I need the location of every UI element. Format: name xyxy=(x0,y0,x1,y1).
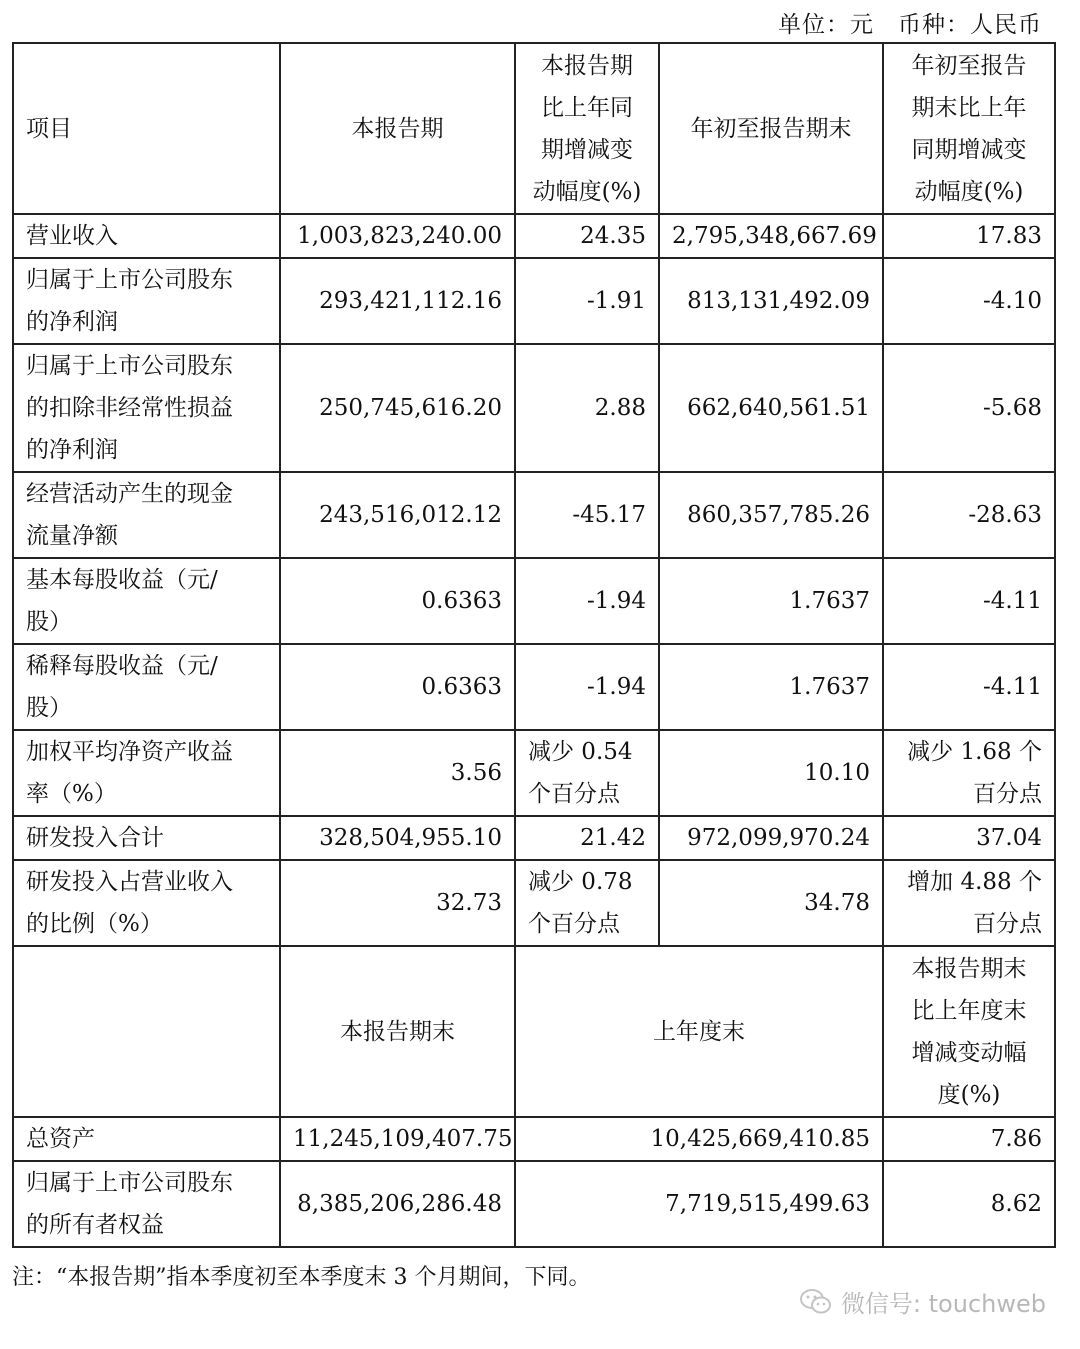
row-prior-year-end: 7,719,515,499.63 xyxy=(515,1161,883,1247)
table-row xyxy=(13,644,1055,730)
balance-header-row xyxy=(13,946,1055,1117)
row-change: 减少 0.78 个百分点 xyxy=(515,860,659,946)
row-label: 研发投入合计 xyxy=(13,816,280,860)
table-row xyxy=(13,730,1055,816)
row-label: 归属于上市公司股东 的净利润 xyxy=(13,258,280,344)
row-ytd-change: 17.83 xyxy=(883,214,1055,258)
row-ytd-change: 37.04 xyxy=(883,816,1055,860)
row-ytd-change: -4.11 xyxy=(883,558,1055,644)
header-prior-year-end: 上年度末 xyxy=(515,946,883,1117)
row-label: 研发投入占营业收入 的比例（%） xyxy=(13,860,280,946)
table-row xyxy=(13,558,1055,644)
table-row xyxy=(13,214,1055,258)
row-current: 243,516,012.12 xyxy=(280,472,515,558)
header-item: 项目 xyxy=(13,43,280,214)
row-current: 293,421,112.16 xyxy=(280,258,515,344)
row-current: 3.56 xyxy=(280,730,515,816)
balance-header-item xyxy=(13,946,280,1117)
header-period-end: 本报告期末 xyxy=(280,946,515,1117)
row-label: 经营活动产生的现金 流量净额 xyxy=(13,472,280,558)
row-ytd-change: 增加 4.88 个 百分点 xyxy=(883,860,1055,946)
header-balance-change: 本报告期末 比上年度末 增减变动幅 度(%) xyxy=(883,946,1055,1117)
row-current: 1,003,823,240.00 xyxy=(280,214,515,258)
row-ytd: 34.78 xyxy=(659,860,883,946)
row-ytd: 813,131,492.09 xyxy=(659,258,883,344)
header-current-period: 本报告期 xyxy=(280,43,515,214)
row-change: 21.42 xyxy=(515,816,659,860)
row-current: 0.6363 xyxy=(280,644,515,730)
row-change: 24.35 xyxy=(515,214,659,258)
row-change: -1.91 xyxy=(515,258,659,344)
row-current: 32.73 xyxy=(280,860,515,946)
table-header-row xyxy=(13,43,1055,214)
table-row xyxy=(13,258,1055,344)
row-change: -1.94 xyxy=(515,558,659,644)
row-balance-change: 7.86 xyxy=(883,1117,1055,1161)
row-ytd: 1.7637 xyxy=(659,558,883,644)
table-row xyxy=(13,860,1055,946)
row-ytd-change: -28.63 xyxy=(883,472,1055,558)
watermark xyxy=(799,1284,1046,1319)
unit-label: 单位：元 币种：人民币 xyxy=(778,12,1042,38)
header-ytd-change: 年初至报告 期末比上年 同期增减变 动幅度(%) xyxy=(883,43,1055,214)
row-ytd: 10.10 xyxy=(659,730,883,816)
row-current: 250,745,616.20 xyxy=(280,344,515,472)
row-ytd: 972,099,970.24 xyxy=(659,816,883,860)
row-ytd: 860,357,785.26 xyxy=(659,472,883,558)
row-balance-change: 8.62 xyxy=(883,1161,1055,1247)
footnote: 注：“本报告期”指本季度初至本季度末 3 个月期间，下同。 xyxy=(12,1265,591,1290)
header-ytd: 年初至报告期末 xyxy=(659,43,883,214)
row-ytd: 1.7637 xyxy=(659,644,883,730)
row-period-end: 11,245,109,407.75 xyxy=(280,1117,515,1161)
row-change: -1.94 xyxy=(515,644,659,730)
row-ytd: 2,795,348,667.69 xyxy=(659,214,883,258)
row-period-end: 8,385,206,286.48 xyxy=(280,1161,515,1247)
row-label: 归属于上市公司股东 的扣除非经常性损益 的净利润 xyxy=(13,344,280,472)
row-label: 基本每股收益（元/ 股） xyxy=(13,558,280,644)
row-ytd-change: -4.11 xyxy=(883,644,1055,730)
row-change: -45.17 xyxy=(515,472,659,558)
row-prior-year-end: 10,425,669,410.85 xyxy=(515,1117,883,1161)
table-row xyxy=(13,1161,1055,1247)
table-row xyxy=(13,472,1055,558)
watermark-text: 微信号: touchweb xyxy=(840,1290,1046,1318)
table-row xyxy=(13,816,1055,860)
row-label: 加权平均净资产收益 率（%） xyxy=(13,730,280,816)
row-label: 稀释每股收益（元/ 股） xyxy=(13,644,280,730)
row-change: 2.88 xyxy=(515,344,659,472)
wechat-icon xyxy=(799,1287,833,1317)
row-current: 328,504,955.10 xyxy=(280,816,515,860)
row-ytd: 662,640,561.51 xyxy=(659,344,883,472)
row-current: 0.6363 xyxy=(280,558,515,644)
row-label: 归属于上市公司股东 的所有者权益 xyxy=(13,1161,280,1247)
row-ytd-change: -4.10 xyxy=(883,258,1055,344)
row-change: 减少 0.54 个百分点 xyxy=(515,730,659,816)
row-label: 总资产 xyxy=(13,1117,280,1161)
row-ytd-change: -5.68 xyxy=(883,344,1055,472)
header-current-change: 本报告期 比上年同 期增减变 动幅度(%) xyxy=(515,43,659,214)
row-ytd-change: 减少 1.68 个 百分点 xyxy=(883,730,1055,816)
table-row xyxy=(13,1117,1055,1161)
table-row xyxy=(13,344,1055,472)
row-label: 营业收入 xyxy=(13,214,280,258)
financial-table xyxy=(12,42,1056,1248)
